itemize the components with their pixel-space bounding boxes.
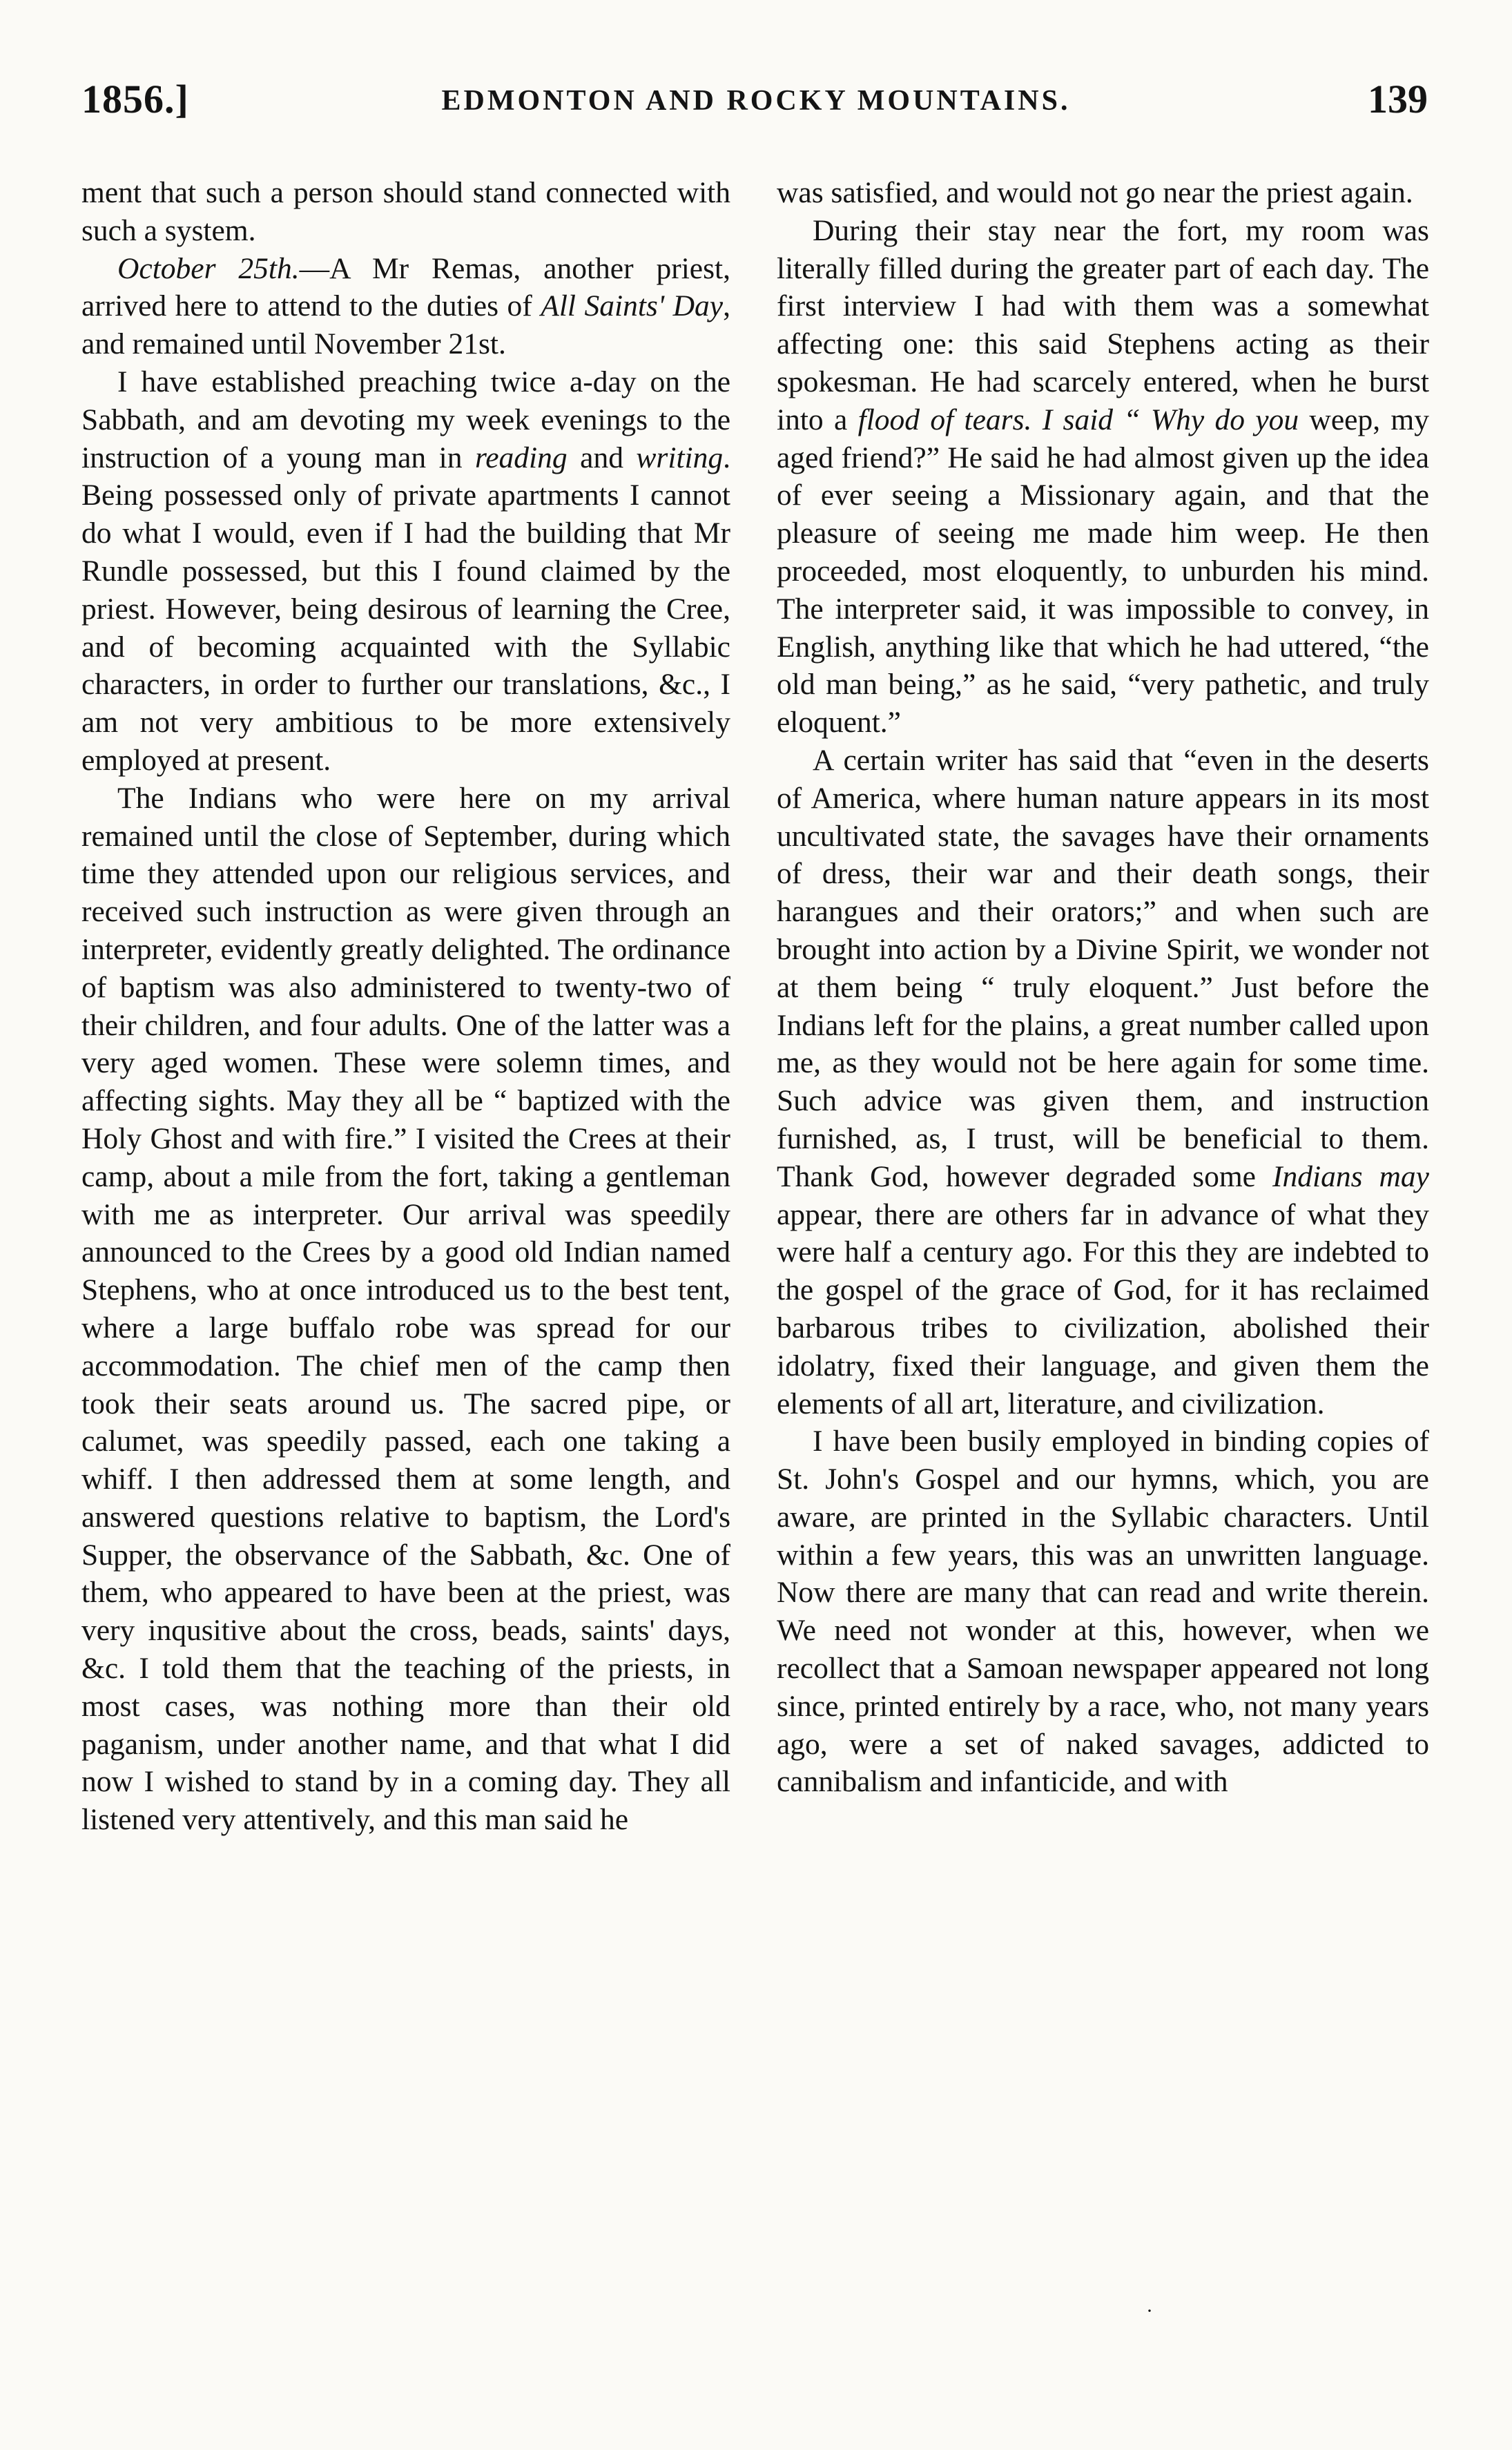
page-number: 139	[1368, 77, 1428, 122]
left-column	[81, 174, 730, 1839]
italic-text: All Saints' Day	[541, 289, 724, 323]
page-header	[0, 76, 1512, 145]
right-column	[777, 174, 1429, 1801]
print-speck: ·	[1146, 2299, 1153, 2322]
paragraph: A certain writer has said that “even in the deserts of America, where human nature appears in its most uncultivated state, the savages have their ornaments of dress, their war and their death songs, their harangues and their orators;” and when such are brought into action by a Divine Spirit, we wonder not at them being “ truly eloquent.” Just before the Indians left for the plains, a great number called upon me, as they would not be here again for some time. Such advice was given them, and instruction furnished, as, I trust, will be beneficial to them. Thank God, however degraded some Indians may appear, there are others far in advance of what they were half a century ago. For this they are indebted to the gospel of the grace of God, for it has reclaimed barbarous tribes to civilization, abolished their idolatry, fixed their language, and given them the elements of all art, literature, and civilization.	[777, 743, 1429, 1420]
paragraph: During their stay near the fort, my room was literally filled during the greater part of each day. The first interview I had with them was a somewhat affecting one: this said Stephens acting as their spokesman. He had scarcely entered, when he burst into a flood of tears. I said “ Why do you weep, my aged friend?” He said he had almost given up the idea of ever seeing a Missionary again, and that the pleasure of seeing me made him weep. He then proceeded, most eloquently, to unburden his mind. The interpreter said, it was impossible to convey, in English, anything like that which he had uttered, “the old man being,” as he said, “very pathetic, and truly eloquent.”	[777, 213, 1429, 740]
italic-text: reading	[474, 441, 568, 474]
italic-text: flood of tears. I said “ Why do you	[857, 403, 1299, 436]
italic-text: writing	[636, 441, 724, 474]
running-title: EDMONTON AND ROCKY MOUNTAINS.	[441, 85, 1071, 117]
paragraph: ment that such a person should stand connected with such a system.	[81, 176, 730, 247]
paragraph: October 25th.—A Mr Remas, another priest, arrived here to attend to the duties of All Saints' Day, and remained until November 21st.	[81, 251, 730, 361]
paragraph: was satisfied, and would not go near the priest again.	[777, 176, 1413, 209]
header-year: 1856.]	[81, 77, 189, 122]
paragraph: The Indians who were here on my arrival remained until the close of September, during which time they attended upon our religious services, and received such instruction as were given through an interpreter, evidently greatly delighted. The ordinance of baptism was also administered to twenty-two of their children, and four adults. One of the latter was a very aged women. These were solemn times, and affecting sights. May they all be “ baptized with the Holy Ghost and with fire.” I visited the Crees at their camp, about a mile from the fort, taking a gentleman with me as interpreter. Our arrival was speedily announced to the Crees by a good old Indian named Stephens, who at once introduced us to the best tent, where a large buffalo robe was spread for our accommodation. The chief men of the camp then took their seats around us. The sacred pipe, or calumet, was speedily passed, each one taking a whiff. I then addressed them at some length, and answered questions relative to baptism, the Lord's Supper, the observance of the Sabbath, &c. One of them, who appeared to have been at the priest, was very inqusitive about the cross, beads, saints' days, &c. I told them that the teaching of the priests, in most cases, was nothing more than their old paganism, under another name, and that what I did now I wished to stand by in a coming day. They all listened very attentively, and this man said he	[81, 781, 730, 1837]
paragraph: I have established preaching twice a-day on the Sabbath, and am devoting my week evenings to the instruction of a young man in reading and writing. Being possessed only of private apartments I cannot do what I would, even if I had the building that Mr Rundle possessed, but this I found claimed by the priest. However, being desirous of learning the Cree, and of becoming acquainted with the Syllabic characters, in order to further our translations, &c., I am not very ambitious to be more extensively employed at present.	[81, 365, 730, 777]
paragraph: I have been busily employed in binding copies of St. John's Gospel and our hymns, which, you are aware, are printed in the Syllabic characters. Until within a few years, this was an unwritten language. Now there are many that can read and write therein. We need not wonder at this, however, when we recollect that a Samoan newspaper appeared not long since, printed entirely by a race, who, not many years ago, were a set of naked savages, addicted to cannibalism and infanticide, and with	[777, 1425, 1429, 1799]
italic-text: Indians may	[1272, 1159, 1429, 1193]
date-text: October 25th.	[117, 251, 300, 285]
